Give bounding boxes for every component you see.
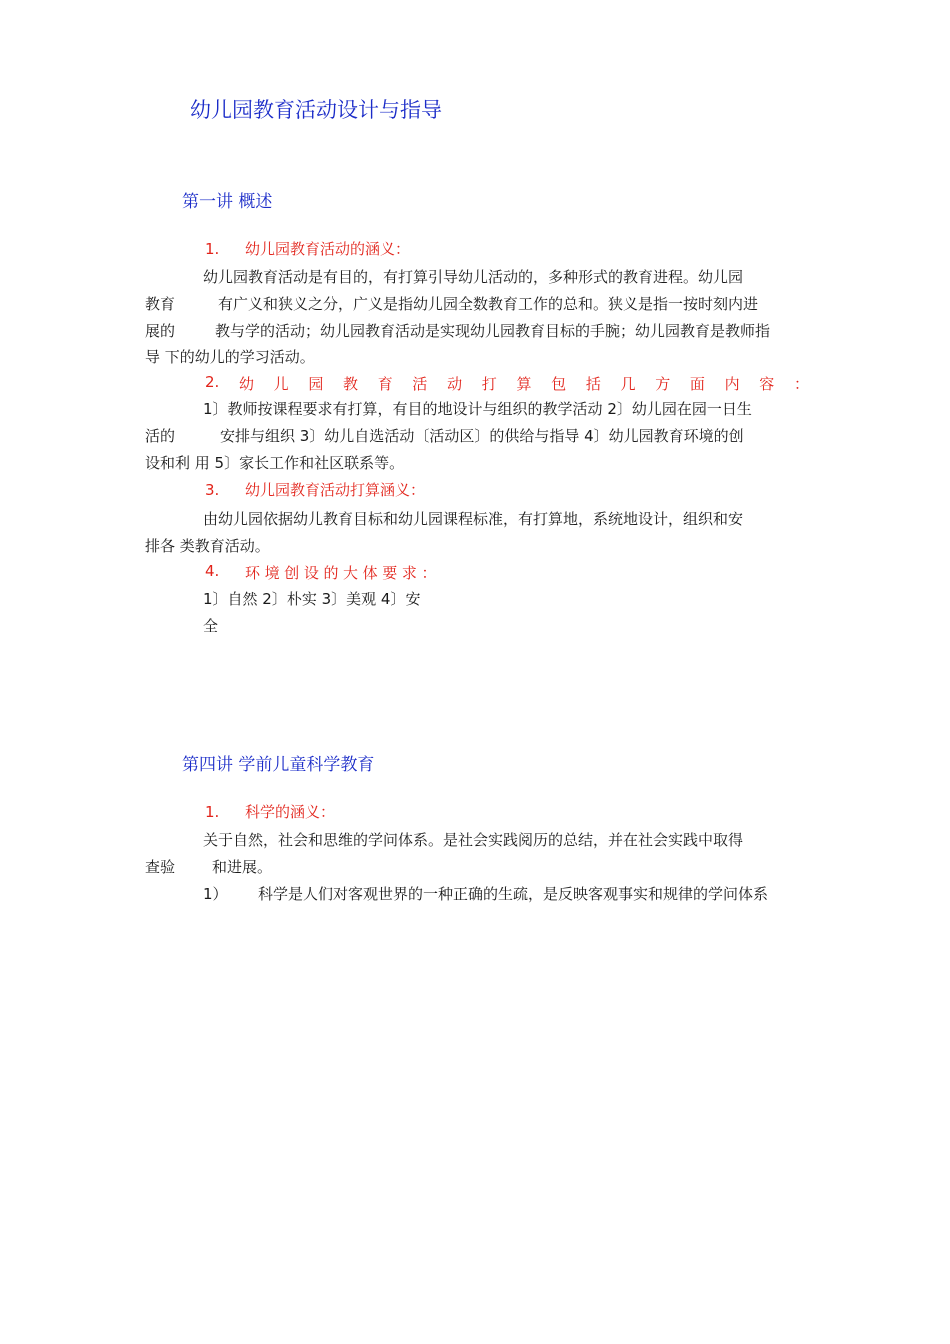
lecture-4-heading: 第四讲 学前儿童科学教育 — [182, 755, 375, 775]
section-title-char: 动 — [447, 375, 463, 393]
section-title — [245, 562, 437, 583]
paragraph-line: 1） — [203, 885, 228, 903]
section-number: 3. — [205, 481, 220, 499]
section-title-char: 园 — [308, 375, 324, 393]
section-title-char: 容 — [759, 375, 775, 393]
paragraph-line: 由幼儿园依据幼儿教育目标和幼儿园课程标准，有打算地，系统地设计，组织和安 — [203, 510, 744, 528]
paragraph-line: 科学是人们对客观世界的一种正确的生疏，是反映客观事实和规律的学问体系 — [258, 885, 769, 903]
paragraph-line: 设和利 用 5〕家长工作和社区联系等。 — [145, 454, 405, 472]
paragraph-line: 和进展。 — [212, 858, 273, 876]
paragraph-line: 展的 — [145, 322, 176, 340]
section-1-1-heading — [205, 238, 410, 259]
section-title-char: ： — [421, 564, 437, 582]
section-title-char: 体 — [362, 564, 378, 582]
section-title: 幼儿园教育活动打算涵义： — [245, 481, 426, 499]
section-title-char: 方 — [655, 375, 671, 393]
section-title-char: 创 — [284, 564, 300, 582]
paragraph-line: 查验 — [145, 858, 176, 876]
section-number: 4. — [205, 562, 220, 580]
section-title-char: 大 — [343, 564, 359, 582]
document-title: 幼儿园教育活动设计与指导 — [190, 98, 442, 122]
paragraph-line: 幼儿园教育活动是有目的，有打算引导幼儿活动的，多种形式的教育进程。幼儿园 — [203, 268, 744, 286]
section-title-char: 的 — [323, 564, 339, 582]
section-title: 科学的涵义： — [245, 803, 336, 821]
section-number: 1. — [205, 240, 220, 258]
section-title-char: 活 — [412, 375, 428, 393]
section-title-char: 几 — [620, 375, 636, 393]
paragraph-line: 有广义和狭义之分，广义是指幼儿园全数教育工作的总和。狭义是指一按时刻内进 — [218, 295, 759, 313]
section-1-4-heading — [205, 562, 437, 583]
section-title-char: 内 — [724, 375, 740, 393]
section-title-char: 求 — [401, 564, 417, 582]
section-number: 2. — [205, 373, 220, 391]
paragraph-line: 1〕教师按课程要求有打算，有目的地设计与组织的教学活动 2〕幼儿园在园一日生 — [203, 400, 752, 418]
section-title-char: 面 — [689, 375, 705, 393]
paragraph-line: 安排与组织 3〕幼儿自选活动〔活动区〕的供给与指导 4〕幼儿园教育环境的创 — [220, 427, 744, 445]
lecture-1-heading: 第一讲 概述 — [182, 192, 273, 212]
paragraph-line: 教与学的活动；幼儿园教育活动是实现幼儿园教育目标的手腕；幼儿园教育是教师指 — [215, 322, 771, 340]
section-1-2-heading — [205, 373, 809, 394]
section-title: 幼儿园教育活动的涵义： — [245, 240, 411, 258]
section-title-char: ： — [793, 375, 809, 393]
section-4-1-heading — [205, 801, 335, 822]
section-title-char: 幼 — [238, 375, 254, 393]
section-title-char: 括 — [585, 375, 601, 393]
section-title-char: 教 — [343, 375, 359, 393]
paragraph-line: 教育 — [145, 295, 176, 313]
paragraph-line: 关于自然，社会和思维的学问体系。是社会实践阅历的总结，并在社会实践中取得 — [203, 831, 744, 849]
section-title-char: 环 — [245, 564, 261, 582]
section-title-char: 设 — [303, 564, 319, 582]
section-number: 1. — [205, 803, 220, 821]
section-1-3-heading — [205, 479, 425, 500]
paragraph-line: 全 — [203, 617, 219, 635]
section-title-char: 要 — [382, 564, 398, 582]
section-title-char: 算 — [516, 375, 532, 393]
paragraph-line: 活的 — [145, 427, 176, 445]
section-title-char: 打 — [481, 375, 497, 393]
section-title-char: 儿 — [273, 375, 289, 393]
paragraph-line: 导 下的幼儿的学习活动。 — [145, 348, 315, 366]
section-title-char: 境 — [264, 564, 280, 582]
paragraph-line: 1〕自然 2〕朴实 3〕美观 4〕安 — [203, 590, 421, 608]
section-title-char: 育 — [377, 375, 393, 393]
paragraph-line: 排各 类教育活动。 — [145, 537, 270, 555]
section-title-char: 包 — [551, 375, 567, 393]
